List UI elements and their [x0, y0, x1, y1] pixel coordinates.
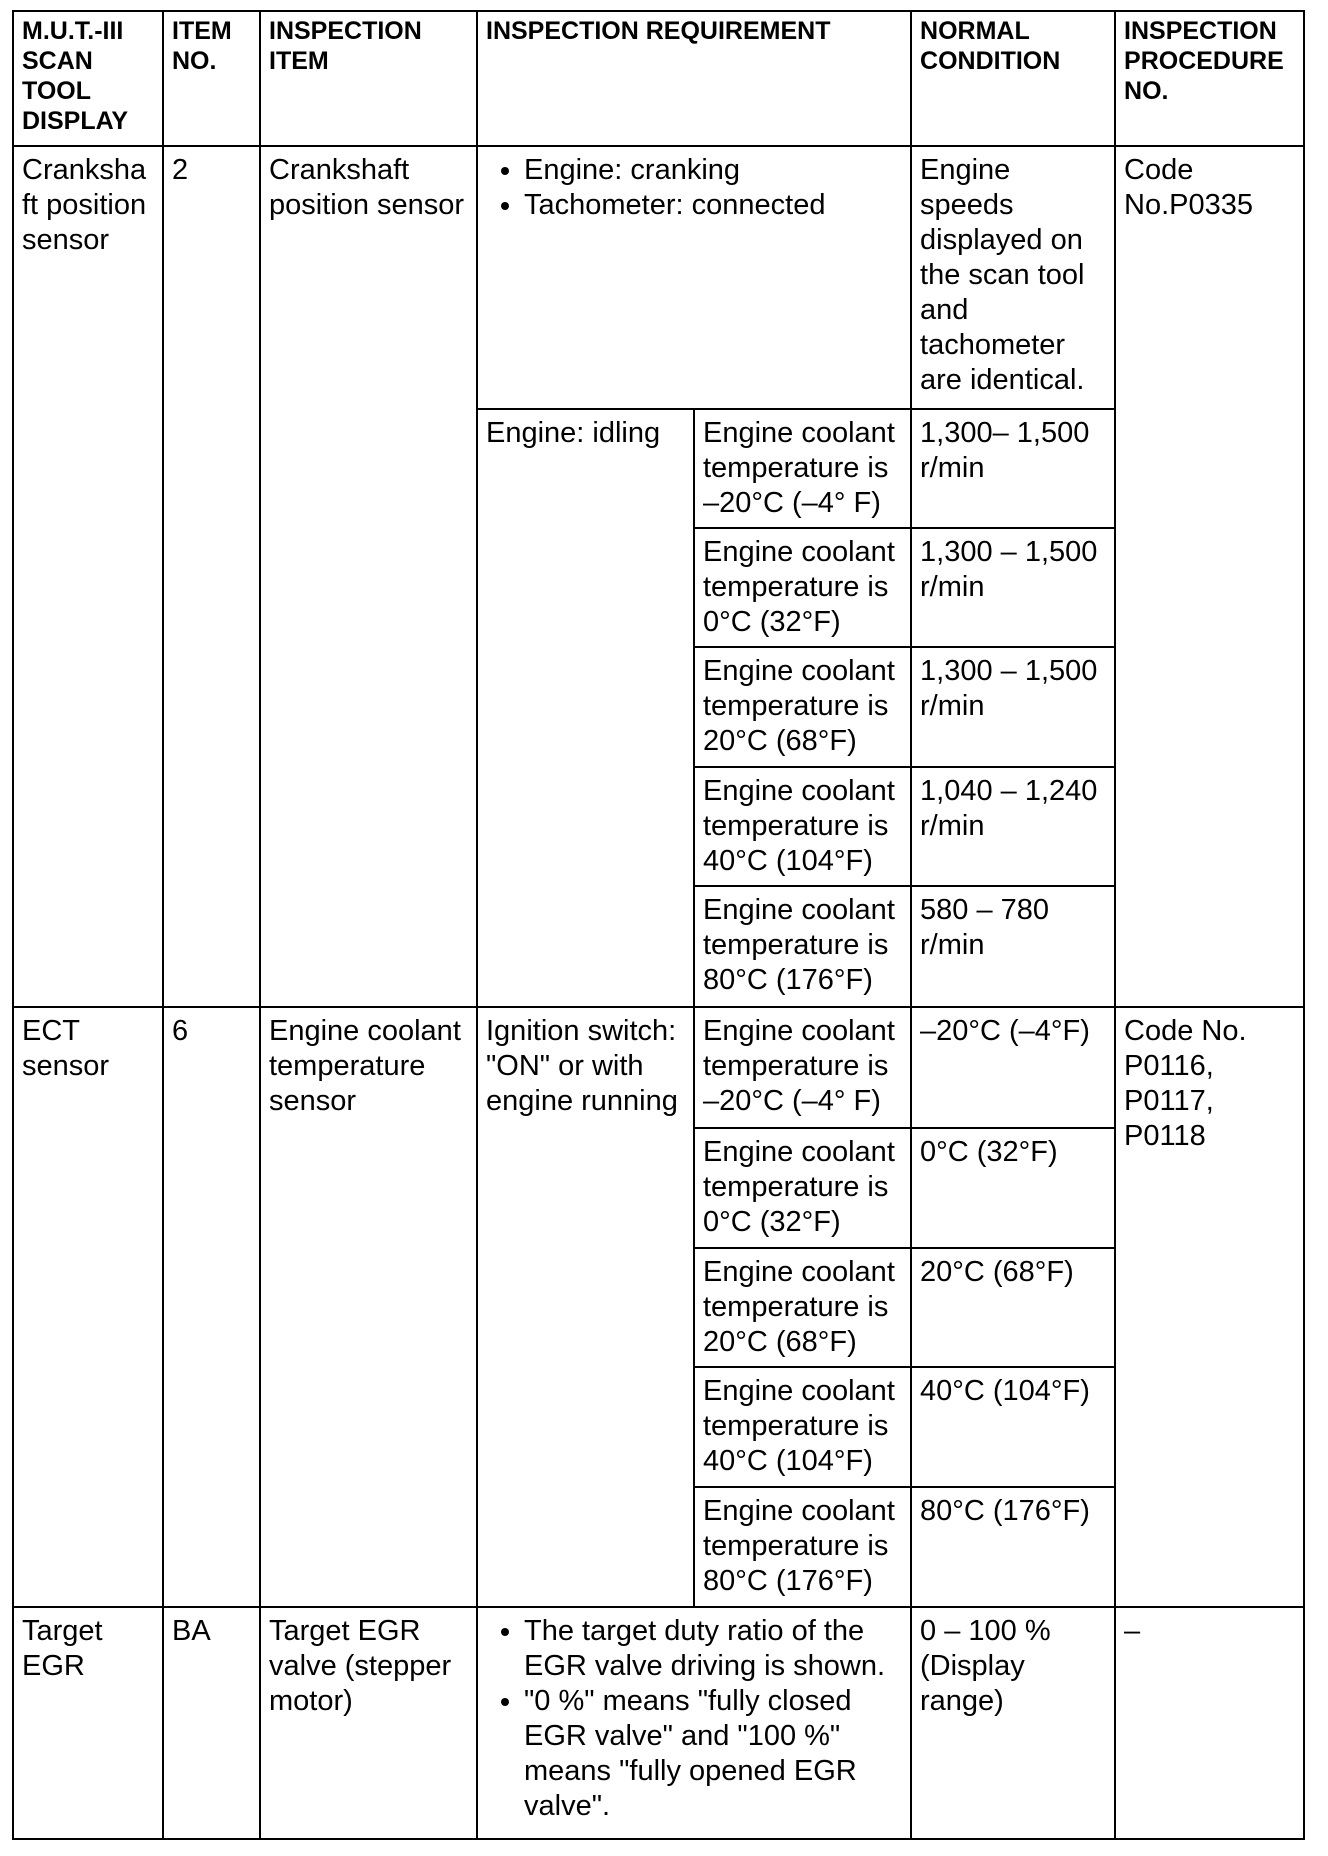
crankshaft-cranking-normal: Engine speeds displayed on the scan tool and tachometer are identical. — [911, 146, 1115, 409]
crankshaft-procedure: Code No.P0335 — [1115, 146, 1304, 1007]
list-item: • Engine: cranking — [524, 153, 902, 188]
crankshaft-idle-normal: 1,300 – 1,500 r/min — [911, 647, 1115, 766]
header-normal: NORMAL CONDITION — [911, 11, 1115, 146]
header-procedure: INSPECTION PROCEDURE NO. — [1115, 11, 1304, 146]
crankshaft-cranking-list — [486, 153, 902, 223]
egr-display: Target EGR — [13, 1607, 163, 1839]
header-item-no: ITEM NO. — [163, 11, 260, 146]
crankshaft-item: Crankshaft position sensor — [260, 146, 477, 1007]
egr-normal: 0 – 100 % (Display range) — [911, 1607, 1115, 1839]
ect-normal: 40°C (104°F) — [911, 1367, 1115, 1486]
list-item: • The target duty ratio of the EGR valve driving is shown. — [524, 1614, 902, 1684]
crankshaft-idle-normal: 1,040 – 1,240 r/min — [911, 767, 1115, 886]
table-row — [13, 1607, 1304, 1839]
ect-normal: 0°C (32°F) — [911, 1128, 1115, 1247]
egr-requirement — [477, 1607, 911, 1839]
crankshaft-idle-temp: Engine coolant temperature is 20°C (68°F) — [694, 647, 911, 766]
crankshaft-idle-normal: 580 – 780 r/min — [911, 886, 1115, 1006]
egr-requirement-list — [486, 1614, 902, 1824]
ect-condition: Ignition switch: "ON" or with engine running — [477, 1007, 694, 1607]
table-row — [13, 1007, 1304, 1128]
ect-temp: Engine coolant temperature is 80°C (176°F) — [694, 1487, 911, 1607]
inspection-table — [12, 10, 1305, 1840]
egr-procedure: – — [1115, 1607, 1304, 1839]
ect-temp: Engine coolant temperature is 20°C (68°F) — [694, 1248, 911, 1367]
ect-procedure: Code No. P0116, P0117, P0118 — [1115, 1007, 1304, 1607]
egr-item-no: BA — [163, 1607, 260, 1839]
ect-normal: –20°C (–4°F) — [911, 1007, 1115, 1128]
list-item: • Tachometer: connected — [524, 188, 902, 223]
header-inspection-item: INSPECTION ITEM — [260, 11, 477, 146]
ect-item-no: 6 — [163, 1007, 260, 1607]
ect-temp: Engine coolant temperature is –20°C (–4° F) — [694, 1007, 911, 1128]
crankshaft-idle-temp: Engine coolant temperature is –20°C (–4° F) — [694, 409, 911, 528]
header-row — [13, 11, 1304, 146]
crankshaft-idle-normal: 1,300– 1,500 r/min — [911, 409, 1115, 528]
header-requirement: INSPECTION REQUIREMENT — [477, 11, 911, 146]
crankshaft-display: Crankshaft position sensor — [13, 146, 163, 1007]
ect-normal: 20°C (68°F) — [911, 1248, 1115, 1367]
crankshaft-cranking-requirement — [477, 146, 911, 409]
crankshaft-item-no: 2 — [163, 146, 260, 1007]
crankshaft-cranking-row — [13, 146, 1304, 409]
crankshaft-idle-condition: Engine: idling — [477, 409, 694, 1007]
ect-display: ECT sensor — [13, 1007, 163, 1607]
egr-item: Target EGR valve (stepper motor) — [260, 1607, 477, 1839]
ect-temp: Engine coolant temperature is 0°C (32°F) — [694, 1128, 911, 1247]
crankshaft-idle-temp: Engine coolant temperature is 40°C (104°F) — [694, 767, 911, 886]
crankshaft-idle-temp: Engine coolant temperature is 80°C (176°F) — [694, 886, 911, 1006]
list-item: • "0 %" means "fully closed EGR valve" and "100 %" means "fully opened EGR valve". — [524, 1684, 902, 1824]
ect-temp: Engine coolant temperature is 40°C (104°F) — [694, 1367, 911, 1486]
ect-normal: 80°C (176°F) — [911, 1487, 1115, 1607]
ect-item: Engine coolant temperature sensor — [260, 1007, 477, 1607]
crankshaft-idle-normal: 1,300 – 1,500 r/min — [911, 528, 1115, 647]
crankshaft-idle-temp: Engine coolant temperature is 0°C (32°F) — [694, 528, 911, 647]
header-display: M.U.T.-III SCAN TOOL DISPLAY — [13, 11, 163, 146]
